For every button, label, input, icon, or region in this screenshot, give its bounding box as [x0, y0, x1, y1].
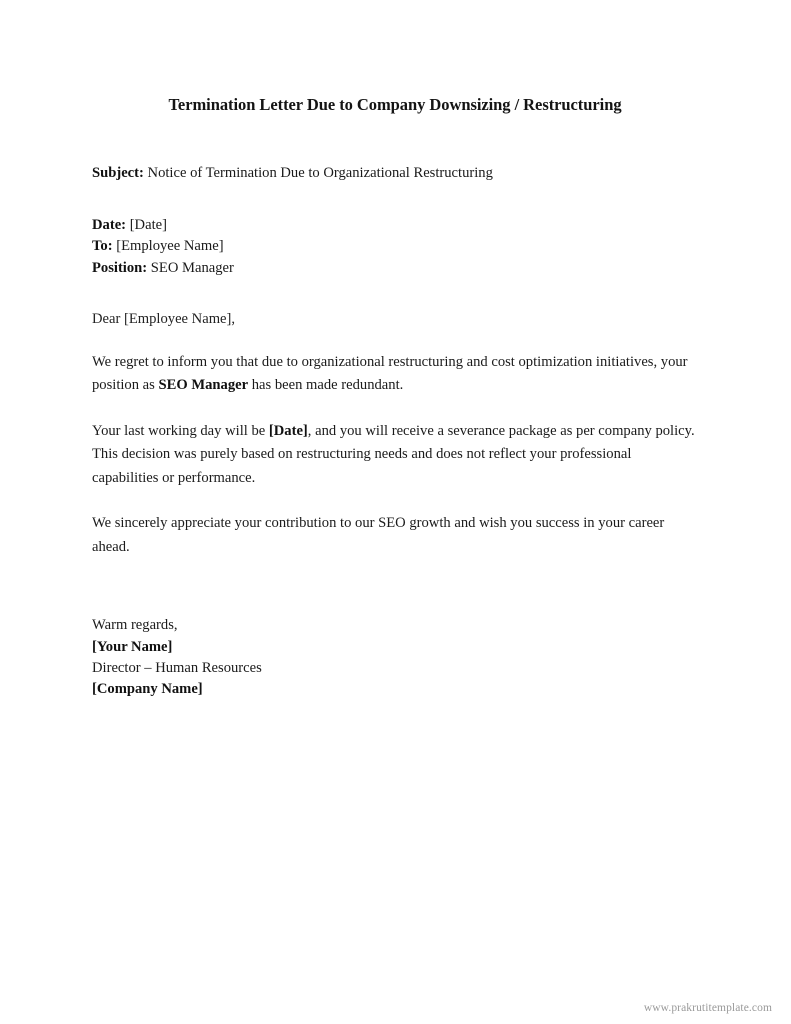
paragraph-two-text-b: , and you will receive a severance package as per company policy. This decision was purely based on restructuring needs and does not reflect your professional capabilities or performance. [92, 422, 695, 486]
paragraph-one-text-a: We regret to inform you that due to organizational restructuring and cost optimization initiatives, your position as [92, 353, 688, 394]
page-title: Termination Letter Due to Company Downsizing / Restructuring [168, 95, 622, 114]
paragraph-three: We sincerely appreciate your contribution to our SEO growth and wish you success in your career ahead. [92, 515, 665, 555]
footer-watermark: www.prakrutitemplate.com [643, 1002, 772, 1014]
signature-closing: Warm regards, [92, 617, 178, 634]
signature-name: [Your Name] [92, 638, 173, 655]
meta-row-to [92, 236, 698, 257]
signature-company: [Company Name] [92, 681, 203, 698]
salutation: Dear [Employee Name], [92, 310, 236, 327]
paragraph-two-emphasis: [Date] [268, 422, 308, 439]
date-label: Date: [92, 217, 127, 233]
position-label: Position: [92, 259, 148, 276]
signature-block [92, 559, 698, 700]
paragraph-one [92, 329, 698, 398]
paragraph-two-text-a: Your last working day will be [92, 422, 269, 439]
date-value: [Date] [126, 217, 167, 233]
subject-value: Notice of Termination Due to Organizational Restructuring [143, 165, 493, 181]
meta-row-date [92, 215, 698, 236]
signature-role: Director – Human Resources [92, 659, 262, 676]
position-value: SEO Manager [147, 259, 234, 276]
letter-body [92, 0, 698, 701]
paragraph-one-text-b: has been made redundant. [248, 377, 404, 394]
to-value: [Employee Name] [112, 238, 224, 255]
meta-row-position [92, 258, 698, 279]
to-label: To: [92, 238, 113, 255]
subject-label: Subject: [92, 165, 144, 181]
paragraph-two [92, 398, 698, 491]
paragraph-one-emphasis: SEO Manager [158, 377, 249, 394]
letter-meta-block [92, 183, 698, 279]
subject-line [92, 115, 698, 183]
